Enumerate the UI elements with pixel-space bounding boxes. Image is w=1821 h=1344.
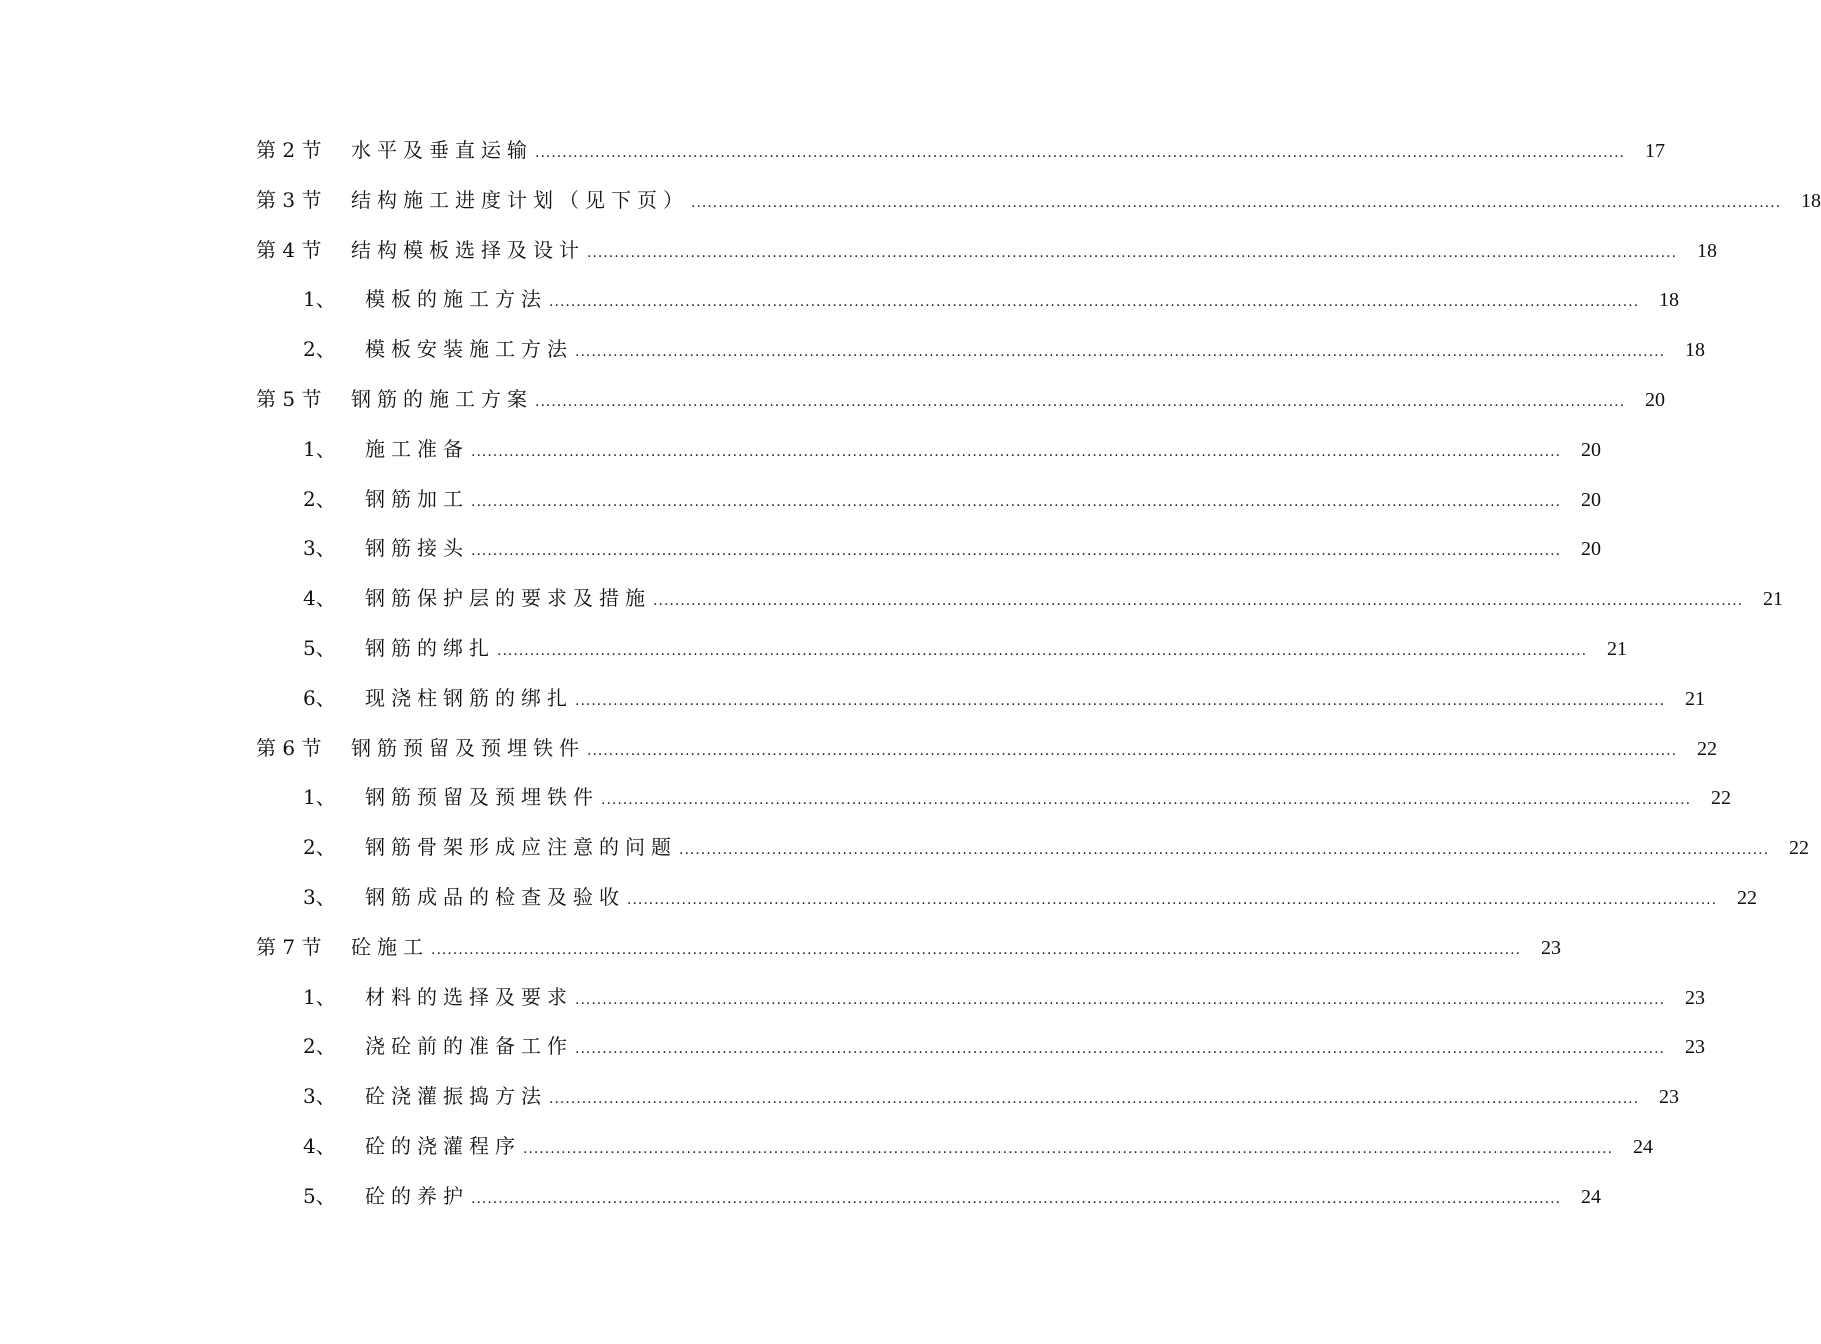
entry-page-number: 23 <box>1541 936 1562 959</box>
toc-subsection-entry[interactable] <box>256 973 1706 1023</box>
entry-number: 第 4 节 <box>256 237 322 262</box>
entry-number: 1、 <box>303 287 336 312</box>
toc-subsection-entry[interactable] <box>256 275 1680 325</box>
entry-page-number: 24 <box>1581 1185 1602 1208</box>
entry-title: 浇砼前的准备工作 <box>365 1034 573 1059</box>
entry-page-number: 23 <box>1685 1036 1706 1059</box>
dot-leader: ........................................................................................................................................................................................................ <box>601 792 1692 809</box>
dot-leader: ........................................................................................................................................................................................................ <box>471 543 1562 560</box>
entry-number: 2、 <box>303 486 336 511</box>
entry-number: 2、 <box>303 337 336 362</box>
toc-subsection-entry[interactable] <box>256 873 1758 923</box>
entry-title: 钢筋预留及预埋铁件 <box>351 735 585 760</box>
dot-leader: ........................................................................................................................................................................................................ <box>471 443 1562 460</box>
entry-title: 水平及垂直运输 <box>351 138 533 162</box>
entry-title: 钢筋保护层的要求及措施 <box>365 586 651 611</box>
dot-leader: ........................................................................................................................................................................................................ <box>691 194 1782 211</box>
table-of-contents <box>256 126 1821 1222</box>
dot-leader: ........................................................................................................................................................................................................ <box>627 891 1718 908</box>
entry-title: 砼的浇灌程序 <box>365 1133 521 1158</box>
entry-page-number: 20 <box>1581 438 1602 461</box>
entry-title: 施工准备 <box>365 436 469 461</box>
entry-number: 3、 <box>303 1084 336 1109</box>
dot-leader: ........................................................................................................................................................................................................ <box>575 991 1666 1008</box>
entry-number: 第 3 节 <box>256 187 322 212</box>
entry-page-number: 20 <box>1581 538 1602 561</box>
entry-title: 钢筋加工 <box>365 486 469 511</box>
dot-leader: ........................................................................................................................................................................................................ <box>471 1190 1562 1207</box>
toc-subsection-entry[interactable] <box>256 524 1602 574</box>
dot-leader: ........................................................................................................................................................................................................ <box>575 692 1666 709</box>
toc-subsection-entry[interactable] <box>256 1022 1706 1072</box>
toc-subsection-entry[interactable] <box>256 624 1628 674</box>
dot-leader: ........................................................................................................................................................................................................ <box>535 393 1626 410</box>
entry-page-number: 23 <box>1685 986 1706 1009</box>
entry-number: 6、 <box>303 685 336 710</box>
entry-page-number: 20 <box>1645 388 1666 411</box>
entry-number: 1、 <box>303 984 336 1009</box>
toc-subsection-entry[interactable] <box>256 773 1732 823</box>
entry-title: 结构模板选择及设计 <box>351 237 585 262</box>
entry-title: 材料的选择及要求 <box>365 984 573 1009</box>
entry-number: 3、 <box>303 536 336 561</box>
entry-title: 结构施工进度计划（见下页） <box>351 187 689 212</box>
entry-title: 钢筋接头 <box>365 536 469 561</box>
toc-section-entry[interactable] <box>256 126 1666 176</box>
entry-title: 现浇柱钢筋的绑扎 <box>365 685 573 710</box>
dot-leader: ........................................................................................................................................................................................................ <box>679 842 1770 859</box>
entry-number: 2、 <box>303 835 336 860</box>
entry-number: 4、 <box>303 586 336 611</box>
entry-number: 第 5 节 <box>256 386 322 411</box>
entry-title: 模板安装施工方法 <box>365 337 573 362</box>
entry-title: 砼浇灌振捣方法 <box>365 1084 547 1109</box>
entry-page-number: 21 <box>1607 637 1628 660</box>
entry-title: 钢筋的绑扎 <box>365 635 495 660</box>
entry-page-number: 17 <box>1645 140 1666 162</box>
entry-page-number: 21 <box>1763 588 1784 611</box>
toc-subsection-entry[interactable] <box>256 425 1602 475</box>
toc-subsection-entry[interactable] <box>256 823 1810 873</box>
entry-number: 第 2 节 <box>256 138 322 162</box>
entry-number: 1、 <box>303 436 336 461</box>
toc-section-entry[interactable] <box>256 226 1718 276</box>
toc-subsection-entry[interactable] <box>256 325 1706 375</box>
entry-number: 第 6 节 <box>256 735 322 760</box>
entry-number: 5、 <box>303 635 336 660</box>
entry-title: 钢筋预留及预埋铁件 <box>365 785 599 810</box>
entry-number: 3、 <box>303 884 336 909</box>
entry-title: 钢筋骨架形成应注意的问题 <box>365 835 677 860</box>
entry-title: 砼的养护 <box>365 1183 469 1208</box>
entry-title: 钢筋成品的检查及验收 <box>365 884 625 909</box>
entry-page-number: 22 <box>1789 837 1810 860</box>
entry-title: 砼施工 <box>351 934 429 959</box>
toc-subsection-entry[interactable] <box>256 1072 1680 1122</box>
toc-section-entry[interactable] <box>256 724 1718 774</box>
dot-leader: ........................................................................................................................................................................................................ <box>471 493 1562 510</box>
toc-subsection-entry[interactable] <box>256 574 1784 624</box>
toc-subsection-entry[interactable] <box>256 1172 1602 1222</box>
entry-page-number: 18 <box>1801 189 1821 212</box>
dot-leader: ........................................................................................................................................................................................................ <box>497 642 1588 659</box>
dot-leader: ........................................................................................................................................................................................................ <box>653 593 1744 610</box>
entry-number: 1、 <box>303 785 336 810</box>
dot-leader: ........................................................................................................................................................................................................ <box>587 742 1678 759</box>
entry-page-number: 18 <box>1685 339 1706 362</box>
entry-number: 5、 <box>303 1183 336 1208</box>
entry-number: 4、 <box>303 1133 336 1158</box>
entry-page-number: 22 <box>1737 886 1758 909</box>
dot-leader: ........................................................................................................................................................................................................ <box>549 294 1640 311</box>
toc-subsection-entry[interactable] <box>256 475 1602 525</box>
dot-leader: ........................................................................................................................................................................................................ <box>535 145 1626 161</box>
dot-leader: ........................................................................................................................................................................................................ <box>431 941 1522 958</box>
entry-page-number: 20 <box>1581 488 1602 511</box>
toc-section-entry[interactable] <box>256 923 1562 973</box>
dot-leader: ........................................................................................................................................................................................................ <box>575 1041 1666 1058</box>
entry-page-number: 21 <box>1685 687 1706 710</box>
entry-page-number: 18 <box>1697 239 1718 262</box>
dot-leader: ........................................................................................................................................................................................................ <box>575 344 1666 361</box>
entry-number: 第 7 节 <box>256 934 322 959</box>
dot-leader: ........................................................................................................................................................................................................ <box>587 244 1678 261</box>
toc-section-entry[interactable] <box>256 375 1666 425</box>
dot-leader: ........................................................................................................................................................................................................ <box>549 1091 1640 1108</box>
entry-title: 钢筋的施工方案 <box>351 386 533 411</box>
toc-section-entry[interactable] <box>256 176 1821 226</box>
entry-page-number: 23 <box>1659 1086 1680 1109</box>
entry-page-number: 22 <box>1711 787 1732 810</box>
entry-page-number: 18 <box>1659 289 1680 312</box>
entry-page-number: 22 <box>1697 737 1718 760</box>
entry-number: 2、 <box>303 1034 336 1059</box>
toc-subsection-entry[interactable] <box>256 674 1706 724</box>
toc-subsection-entry[interactable] <box>256 1122 1654 1172</box>
entry-title: 模板的施工方法 <box>365 287 547 312</box>
entry-page-number: 24 <box>1633 1135 1654 1158</box>
dot-leader: ........................................................................................................................................................................................................ <box>523 1140 1614 1157</box>
